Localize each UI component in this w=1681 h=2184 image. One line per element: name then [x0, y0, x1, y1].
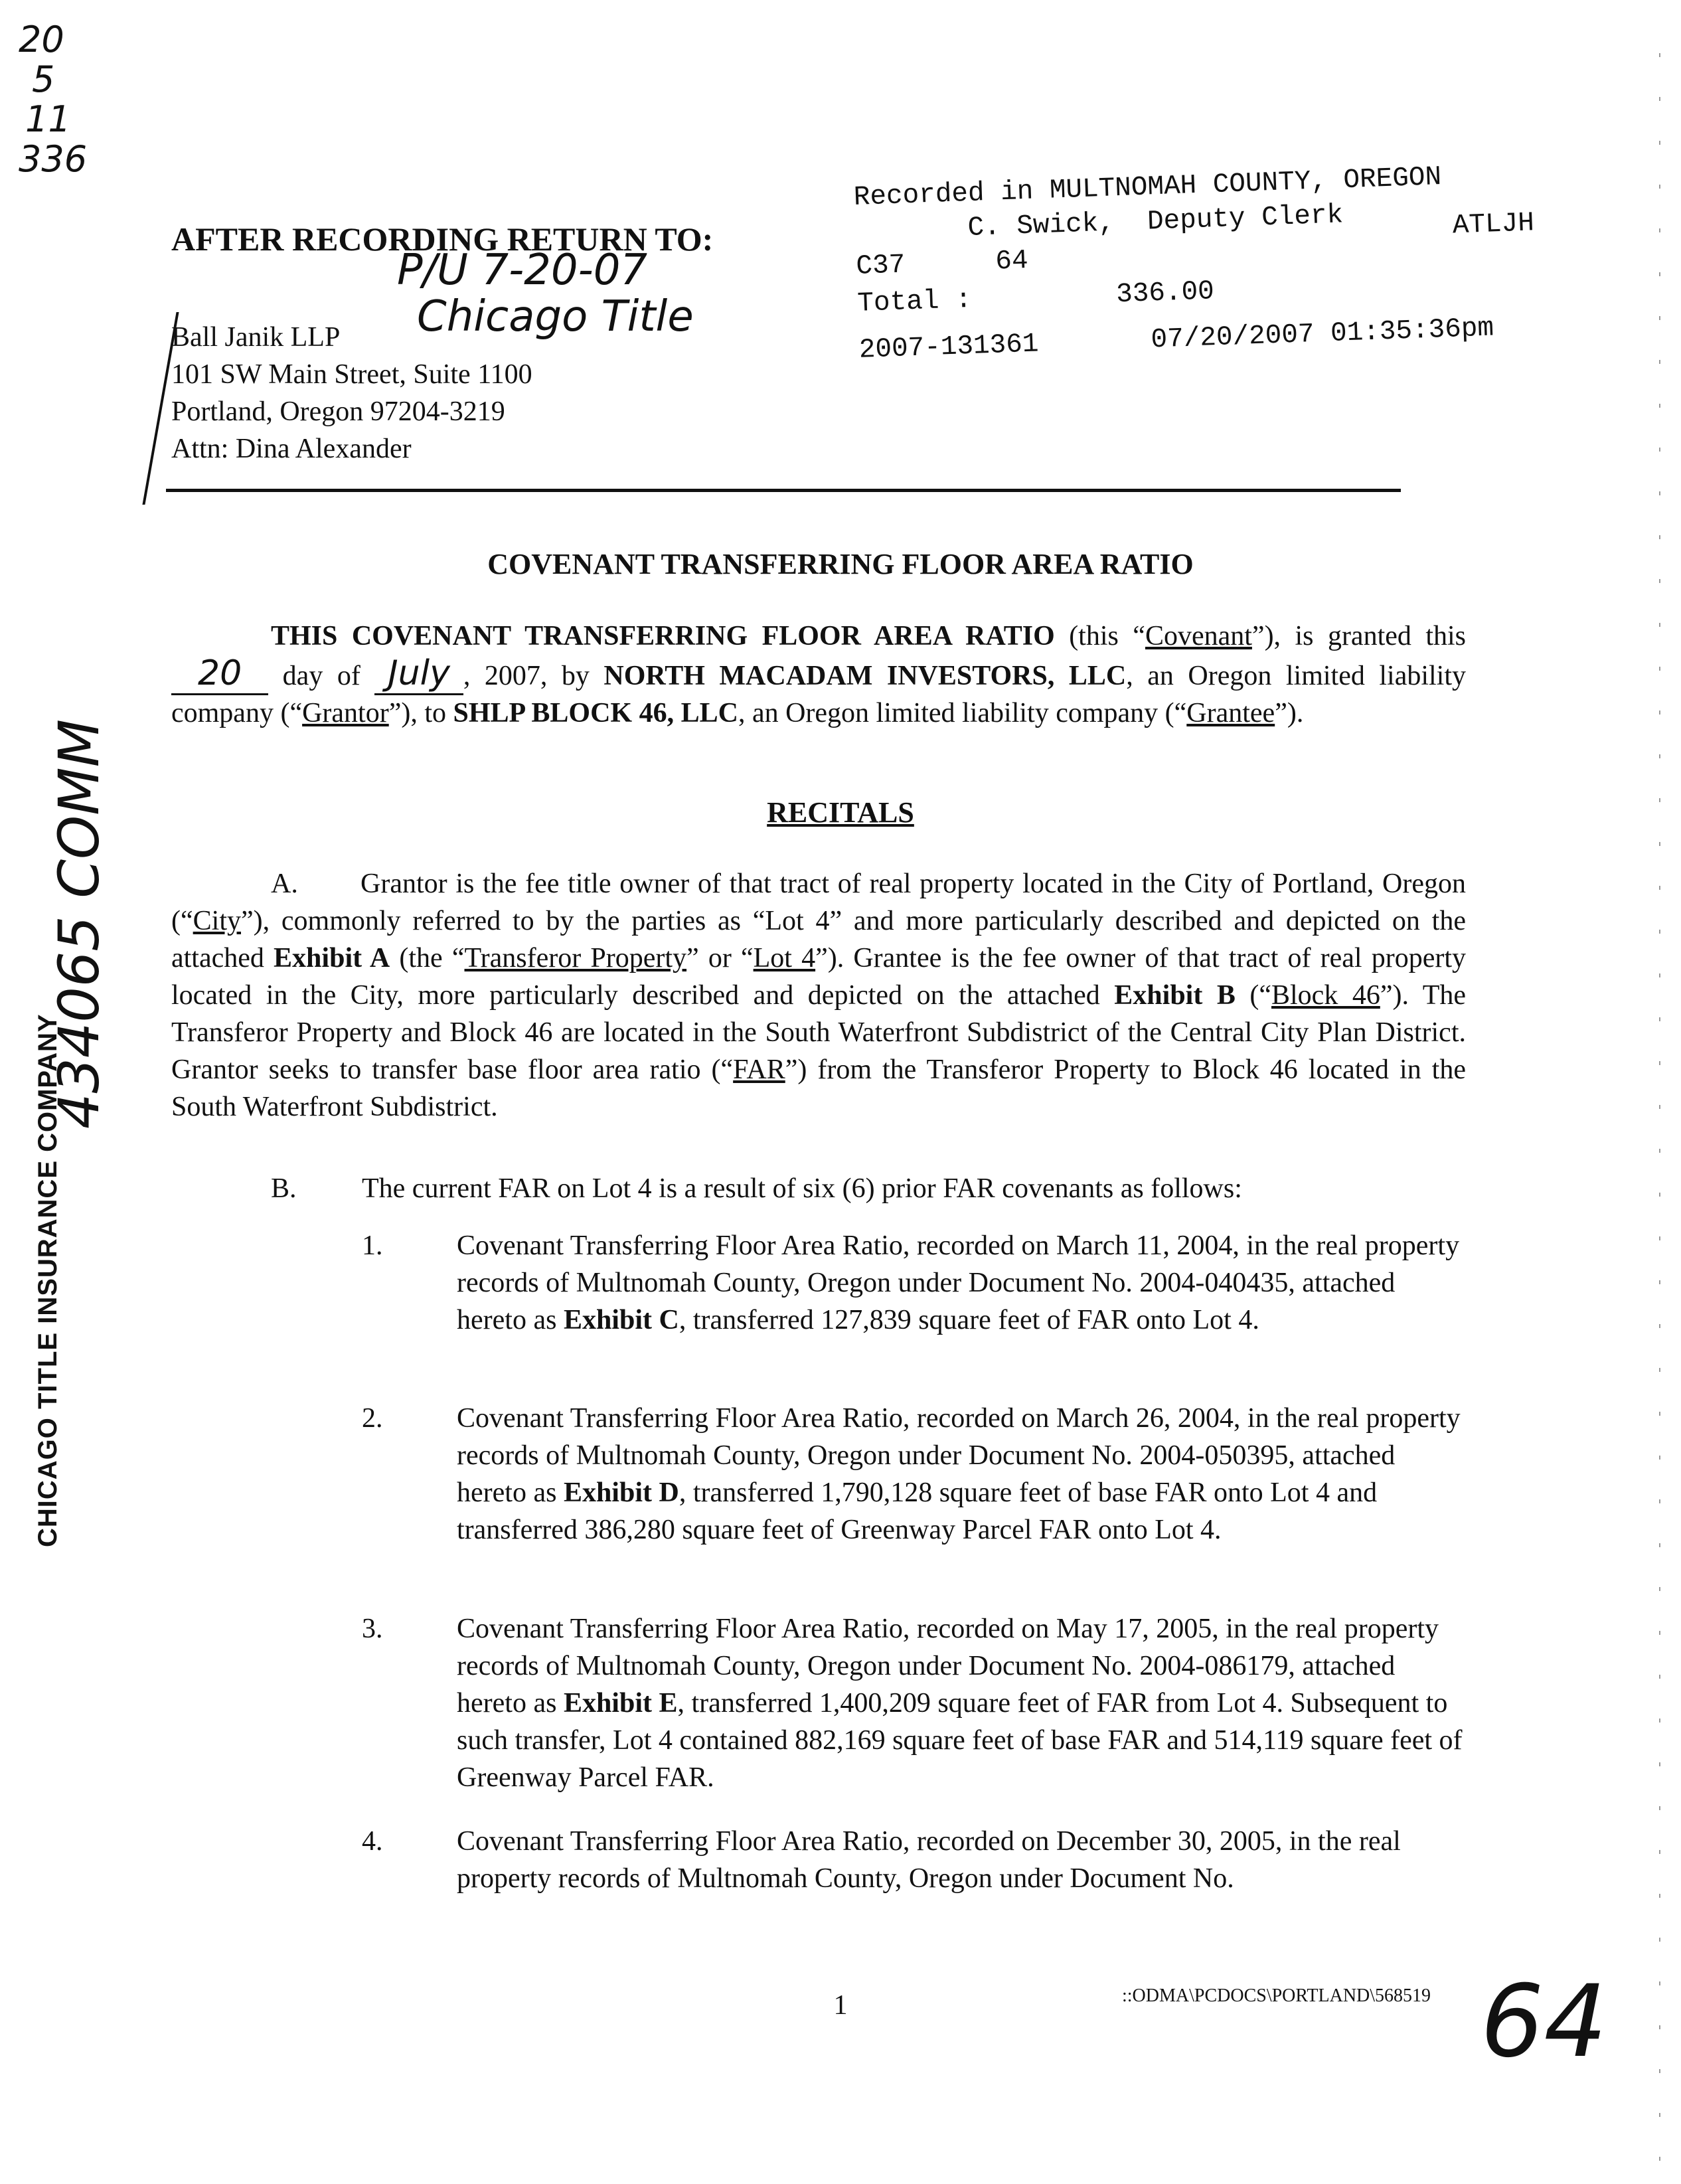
recital-text: ”), commonly referred to by the parties as “Lot 4” and more particularly described and depicted on the attached — [171, 906, 1466, 973]
return-line: Attn: Dina Alexander — [171, 434, 412, 464]
stamp-line-county: Recorded in MULTNOMAH COUNTY, OREGON — [853, 162, 1442, 213]
recital-text: ”) from the Transferor Property to Block 46 located in the South Waterfront Subdistrict. — [171, 1054, 1466, 1122]
stamp-line3-a: C37 — [855, 250, 906, 282]
intro-text: ”). — [1275, 698, 1304, 728]
recital-text: (the “ — [390, 943, 465, 973]
stamp-code: ATLJH — [1452, 208, 1535, 242]
item-number: 1. — [362, 1230, 383, 1261]
item-number: 4. — [362, 1826, 383, 1857]
exhibit-b: Exhibit B — [1114, 980, 1236, 1011]
stamp-line-clerk: C. Swick, Deputy Clerk — [967, 200, 1344, 244]
item-body — [457, 1823, 1466, 1897]
term-grantee: Grantee — [1186, 698, 1275, 728]
recitals-heading: RECITALS — [767, 796, 914, 829]
term-transferor-property: Transferor Property — [464, 943, 687, 973]
intro-text: , an Oregon limited liability company (“ — [738, 698, 1187, 728]
document-title: COVENANT TRANSFERRING FLOOR AREA RATIO — [487, 548, 1194, 580]
page-number: 1 — [833, 1990, 848, 2021]
intro-text: , 2007, by — [463, 661, 604, 691]
item-text: , transferred 1,400,209 square feet of FAR from Lot 4. Subsequent to such transfer, Lot 4 contained 882,169 square feet of base FAR and 514,119 square feet of Greenway Parcel FAR. — [457, 1688, 1463, 1793]
item-number: 2. — [362, 1403, 383, 1434]
handwritten-pickup-date: P/U 7-20-07 — [397, 246, 648, 295]
recording-stamp — [853, 156, 1563, 373]
return-line: 101 SW Main Street, Suite 1100 — [171, 359, 532, 390]
stamp-line3-b: 64 — [995, 245, 1029, 278]
recital-a-label: A. — [271, 869, 298, 899]
margin-handwritten-numbers — [19, 20, 87, 179]
recital-a-paragraph — [171, 865, 1466, 1126]
item-exhibit: Exhibit D — [563, 1477, 679, 1508]
term-covenant: Covenant — [1145, 621, 1252, 651]
vertical-handwritten-note: 434065 COMM — [46, 718, 112, 1129]
recital-text: ” or “ — [686, 943, 754, 973]
item-body — [457, 1610, 1466, 1796]
return-address-block — [171, 219, 902, 467]
handwritten-page-count: 64 — [1481, 1964, 1607, 2080]
item-body — [457, 1227, 1466, 1339]
intro-paragraph — [171, 618, 1466, 732]
handwritten-day: 20 — [171, 653, 268, 695]
item-exhibit: Exhibit C — [563, 1305, 679, 1335]
recital-text: ”). Grantee is the fee owner of that tract of real property located in the City, more particularly described and depicted on the attached — [171, 943, 1466, 1011]
document-path: ::ODMA\PCDOCS\PORTLAND\568519 — [1122, 1985, 1431, 2006]
term-city: City — [193, 906, 241, 936]
grantor-name: NORTH MACADAM INVESTORS, LLC — [603, 661, 1127, 691]
term-block-46: Block 46 — [1271, 980, 1380, 1011]
item-text: Covenant Transferring Floor Area Ratio, recorded on March 11, 2004, in the real property records of Multnomah County, Oregon under Document No. 2004-040435, attached hereto as — [457, 1230, 1460, 1335]
item-text: , transferred 127,839 square feet of FAR onto Lot 4. — [679, 1305, 1259, 1335]
stamp-timestamp: 07/20/2007 01:35:36pm — [1150, 313, 1494, 356]
term-lot-4: Lot 4 — [753, 943, 816, 973]
intro-lead: THIS COVENANT TRANSFERRING FLOOR AREA RATIO — [271, 621, 1055, 651]
recital-text: (“ — [1235, 980, 1271, 1011]
return-line: Portland, Oregon 97204-3219 — [171, 396, 505, 427]
exhibit-a: Exhibit A — [274, 943, 390, 973]
margin-number: 5 — [32, 58, 55, 100]
scan-edge-marks — [1653, 0, 1673, 2184]
stamp-doc-number: 2007-131361 — [858, 329, 1040, 366]
handwritten-month: July — [374, 653, 463, 695]
intro-text: ”), to — [388, 698, 453, 728]
intro-text: ”), is granted this — [1251, 621, 1467, 651]
item-text: Covenant Transferring Floor Area Ratio, recorded on May 17, 2005, in the real property records of Multnomah County, Oregon under Document No. 2004-086179, attached hereto as — [457, 1614, 1439, 1719]
recital-text: Grantor is the fee title owner of that tract of real property located in the City of Portland, Oregon (“ — [171, 869, 1466, 936]
item-text: , transferred 1,790,128 square feet of base FAR onto Lot 4 and transferred 386,280 square feet of Greenway Parcel FAR onto Lot 4. — [457, 1477, 1378, 1545]
recital-b-label: B. — [271, 1173, 297, 1204]
margin-number: 336 — [19, 138, 88, 180]
stamp-total-label: Total : — [856, 284, 973, 319]
item-body — [457, 1400, 1466, 1549]
grantee-name: SHLP BLOCK 46, LLC — [453, 698, 738, 728]
intro-text: (this “ — [1054, 621, 1145, 651]
header-divider — [166, 489, 1401, 492]
margin-number: 20 — [19, 19, 64, 60]
intro-text: , an Oregon limited liability company (“ — [171, 661, 1467, 728]
stamp-total-value: 336.00 — [1115, 276, 1215, 311]
term-grantor: Grantor — [302, 698, 389, 728]
item-exhibit: Exhibit E — [563, 1688, 678, 1719]
handwritten-company: Chicago Title — [417, 292, 694, 341]
item-text: Covenant Transferring Floor Area Ratio, recorded on December 30, 2005, in the real property records of Multnomah County, Oregon under Document No. — [457, 1826, 1401, 1894]
return-heading: AFTER RECORDING RETURN TO: — [171, 220, 714, 258]
company-stamp: CHICAGO TITLE INSURANCE COMPANY — [33, 1013, 62, 1547]
return-line: Ball Janik LLP — [171, 322, 341, 353]
recital-b-text: The current FAR on Lot 4 is a result of six (6) prior FAR covenants as follows: — [362, 1173, 1242, 1204]
intro-text: day of — [268, 661, 375, 691]
recital-text: ”). The Transferor Property and Block 46 are located in the South Waterfront Subdistrict of the Central City Plan District. Grantor seeks to transfer base floor area ratio (“ — [171, 980, 1466, 1085]
item-number: 3. — [362, 1614, 383, 1644]
term-far: FAR — [733, 1054, 785, 1085]
item-text: Covenant Transferring Floor Area Ratio, recorded on March 26, 2004, in the real property records of Multnomah County, Oregon under Document No. 2004-050395, attached hereto as — [457, 1403, 1461, 1508]
margin-number: 11 — [25, 98, 71, 140]
